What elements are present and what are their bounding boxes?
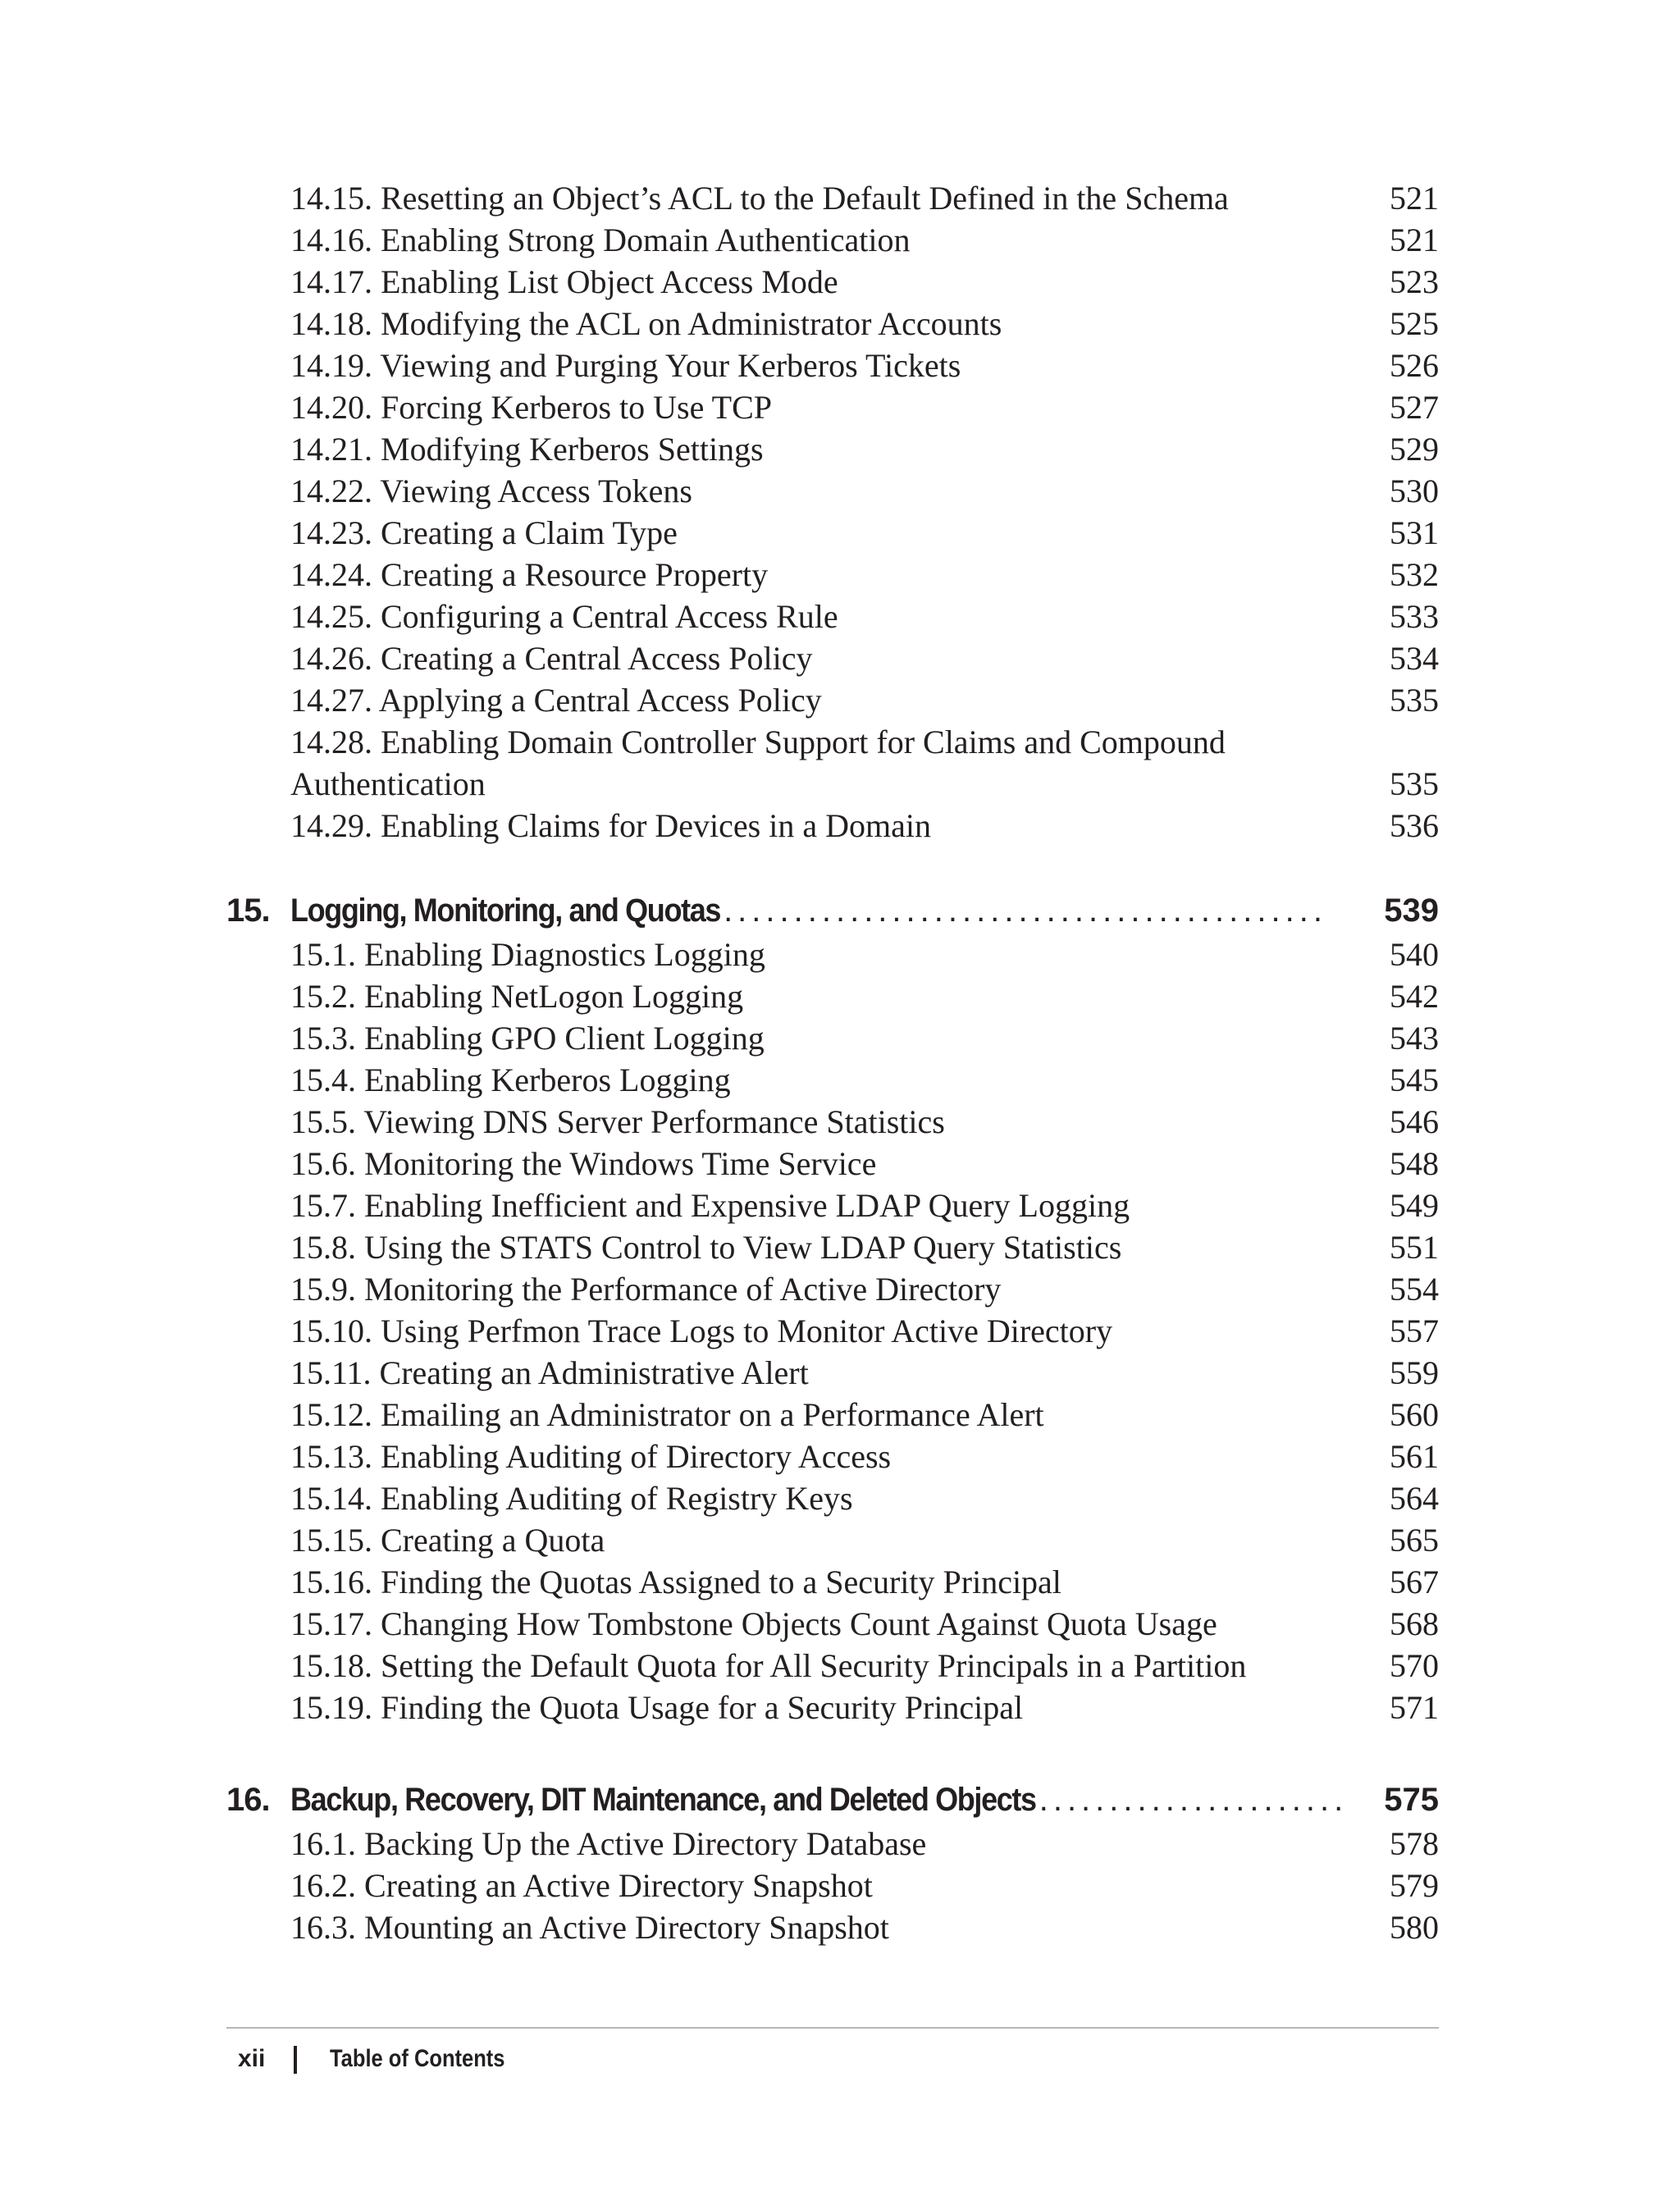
- toc-entry[interactable]: [290, 1352, 1439, 1394]
- entry-title: 14.24. Creating a Resource Property: [290, 556, 769, 593]
- entry-page-number: 536: [1390, 807, 1439, 844]
- toc-entry[interactable]: [290, 345, 1439, 386]
- entry-title: 14.17. Enabling List Object Access Mode: [290, 263, 838, 300]
- toc-entry[interactable]: [290, 1226, 1439, 1268]
- entry-page-number: 534: [1390, 640, 1439, 677]
- entry-page-number: 579: [1390, 1867, 1439, 1904]
- entry-title: 15.19. Finding the Quota Usage for a Security Principal: [290, 1689, 1024, 1726]
- toc-entry[interactable]: [290, 1865, 1439, 1906]
- entry-page-number: 578: [1390, 1825, 1439, 1862]
- entry-page-number: 548: [1390, 1145, 1439, 1182]
- entry-title: 15.12. Emailing an Administrator on a Performance Alert: [290, 1396, 1044, 1433]
- toc-entry[interactable]: [290, 428, 1439, 470]
- entry-page-number: 545: [1390, 1061, 1439, 1098]
- entry-page-number: 564: [1390, 1480, 1439, 1517]
- entry-page-number: 540: [1390, 936, 1439, 973]
- toc-entry[interactable]: [290, 1059, 1439, 1101]
- chapter-heading[interactable]: [226, 888, 1439, 934]
- entry-title: 15.6. Monitoring the Windows Time Service: [290, 1145, 877, 1182]
- toc-entry[interactable]: [290, 1477, 1439, 1519]
- entry-page-number: 535: [1390, 682, 1439, 719]
- entry-title: 15.10. Using Perfmon Trace Logs to Monitor Active Directory: [290, 1312, 1113, 1349]
- entry-page-number: 551: [1390, 1229, 1439, 1266]
- footer-title: Table of Contents: [330, 2045, 505, 2072]
- entry-title: 14.16. Enabling Strong Domain Authentication: [290, 221, 911, 258]
- entry-title: 14.23. Creating a Claim Type: [290, 514, 678, 551]
- entry-title: 14.28. Enabling Domain Controller Support for Claims and Compound: [290, 724, 1226, 760]
- entry-page-number: 580: [1390, 1909, 1439, 1946]
- toc-entry[interactable]: [290, 975, 1439, 1017]
- toc-entry[interactable]: [290, 1687, 1439, 1728]
- entry-title: 15.18. Setting the Default Quota for All Security Principals in a Partition: [290, 1647, 1247, 1684]
- entry-page-number: 531: [1390, 514, 1439, 551]
- entry-page-number: 568: [1390, 1605, 1439, 1642]
- entry-title: 14.15. Resetting an Object’s ACL to the Default Defined in the Schema: [290, 180, 1229, 217]
- entry-title: 15.9. Monitoring the Performance of Active Directory: [290, 1271, 1002, 1308]
- toc-entry[interactable]: [290, 1436, 1439, 1477]
- entry-page-number: 535: [1390, 765, 1439, 802]
- entry-title: 16.1. Backing Up the Active Directory Database: [290, 1825, 927, 1862]
- entry-title: 15.7. Enabling Inefficient and Expensive LDAP Query Logging: [290, 1187, 1130, 1224]
- toc-entry[interactable]: [290, 512, 1439, 554]
- entry-title: 16.3. Mounting an Active Directory Snapshot: [290, 1909, 889, 1946]
- entry-page-number: 560: [1390, 1396, 1439, 1433]
- toc-entry[interactable]: [290, 1561, 1439, 1603]
- entry-page-number: 546: [1390, 1103, 1439, 1140]
- chapter-page-number: 539: [1384, 892, 1439, 929]
- entry-title: 14.18. Modifying the ACL on Administrator Accounts: [290, 305, 1002, 342]
- toc-entry[interactable]: [290, 1143, 1439, 1185]
- toc-entry[interactable]: [290, 1603, 1439, 1645]
- entry-page-number: 554: [1390, 1271, 1439, 1308]
- entry-title: 15.13. Enabling Auditing of Directory Access: [290, 1438, 892, 1475]
- entry-title: 15.4. Enabling Kerberos Logging: [290, 1061, 731, 1098]
- chapter-title: Backup, Recovery, DIT Maintenance, and Deleted Objects: [290, 1782, 1036, 1818]
- entry-title: 15.16. Finding the Quotas Assigned to a Security Principal: [290, 1564, 1061, 1600]
- entry-title: 14.27. Applying a Central Access Policy: [290, 682, 822, 719]
- entry-title: 14.20. Forcing Kerberos to Use TCP: [290, 389, 772, 426]
- toc-entry[interactable]: [290, 1017, 1439, 1059]
- entry-title: 15.5. Viewing DNS Server Performance Statistics: [290, 1103, 945, 1140]
- toc-entry[interactable]: [290, 1645, 1439, 1687]
- entry-page-number: 557: [1390, 1312, 1439, 1349]
- entry-page-number: 543: [1390, 1020, 1439, 1057]
- entry-page-number: 565: [1390, 1522, 1439, 1559]
- toc-entry[interactable]: [290, 386, 1439, 428]
- entry-page-number: 525: [1390, 305, 1439, 342]
- entry-page-number: 526: [1390, 347, 1439, 384]
- toc-entry[interactable]: [290, 470, 1439, 512]
- entry-page-number: 532: [1390, 556, 1439, 593]
- entry-title-continued: Authentication: [290, 765, 486, 802]
- entry-title: 15.14. Enabling Auditing of Registry Keys: [290, 1480, 853, 1517]
- entry-page-number: 559: [1390, 1354, 1439, 1391]
- chapter-number: 16.: [226, 1782, 270, 1818]
- entry-page-number: 527: [1390, 389, 1439, 426]
- entry-title: 15.1. Enabling Diagnostics Logging: [290, 936, 765, 973]
- toc-entry[interactable]: [290, 261, 1439, 303]
- toc-entry[interactable]: [290, 303, 1439, 345]
- entry-page-number: 542: [1390, 978, 1439, 1015]
- toc-entry[interactable]: [290, 1268, 1439, 1310]
- leader-dots: ...........................................: [724, 892, 1327, 929]
- toc-entry[interactable]: [290, 1519, 1439, 1561]
- toc-entry[interactable]: [290, 596, 1439, 637]
- entry-title: 15.17. Changing How Tombstone Objects Count Against Quota Usage: [290, 1605, 1217, 1642]
- footer-page-number: xii: [238, 2045, 266, 2072]
- entry-page-number: 521: [1390, 180, 1439, 217]
- leader-dots: ......................: [1039, 1782, 1349, 1818]
- entry-title: 15.15. Creating a Quota: [290, 1522, 605, 1559]
- entry-title: 14.25. Configuring a Central Access Rule: [290, 598, 838, 635]
- toc-entry[interactable]: [290, 1185, 1439, 1226]
- entry-title: 15.11. Creating an Administrative Alert: [290, 1354, 809, 1391]
- footer-separator: [294, 2046, 297, 2074]
- toc-entry[interactable]: [290, 637, 1439, 679]
- entry-title: 14.22. Viewing Access Tokens: [290, 472, 692, 509]
- entry-page-number: 571: [1390, 1689, 1439, 1726]
- entry-page-number: 530: [1390, 472, 1439, 509]
- toc-entry[interactable]: [290, 1101, 1439, 1143]
- toc-entry[interactable]: [290, 679, 1439, 721]
- toc-entry[interactable]: [290, 554, 1439, 596]
- footer-rule: [226, 2027, 1439, 2029]
- toc-entry[interactable]: [290, 1394, 1439, 1436]
- entry-page-number: 529: [1390, 431, 1439, 468]
- toc-entry[interactable]: [290, 1906, 1439, 1948]
- entry-title: 14.26. Creating a Central Access Policy: [290, 640, 813, 677]
- entry-page-number: 570: [1390, 1647, 1439, 1684]
- entry-page-number: 521: [1390, 221, 1439, 258]
- entry-title: 15.2. Enabling NetLogon Logging: [290, 978, 744, 1015]
- entry-page-number: 549: [1390, 1187, 1439, 1224]
- toc-entry[interactable]: [290, 805, 1439, 847]
- entry-title: 15.3. Enabling GPO Client Logging: [290, 1020, 765, 1057]
- toc-entry[interactable]: [290, 1310, 1439, 1352]
- entry-title: 14.19. Viewing and Purging Your Kerberos Tickets: [290, 347, 961, 384]
- entry-title: 14.29. Enabling Claims for Devices in a Domain: [290, 807, 931, 844]
- entry-title: 15.8. Using the STATS Control to View LDAP Query Statistics: [290, 1229, 1122, 1266]
- toc-entry[interactable]: [290, 177, 1439, 219]
- toc-entry[interactable]: [290, 219, 1439, 261]
- toc-entry[interactable]: [290, 934, 1439, 975]
- chapter-page-number: 575: [1384, 1782, 1439, 1818]
- chapter-number: 15.: [226, 892, 270, 929]
- chapter-title: Logging, Monitoring, and Quotas: [290, 892, 721, 929]
- toc-entry[interactable]: [290, 1823, 1439, 1865]
- entry-page-number: 567: [1390, 1564, 1439, 1600]
- entry-page-number: 523: [1390, 263, 1439, 300]
- entry-title: 14.21. Modifying Kerberos Settings: [290, 431, 764, 468]
- entry-page-number: 561: [1390, 1438, 1439, 1475]
- chapter-heading[interactable]: [226, 1777, 1439, 1823]
- toc-entry[interactable]: [290, 721, 1439, 805]
- entry-title: 16.2. Creating an Active Directory Snapshot: [290, 1867, 873, 1904]
- entry-page-number: 533: [1390, 598, 1439, 635]
